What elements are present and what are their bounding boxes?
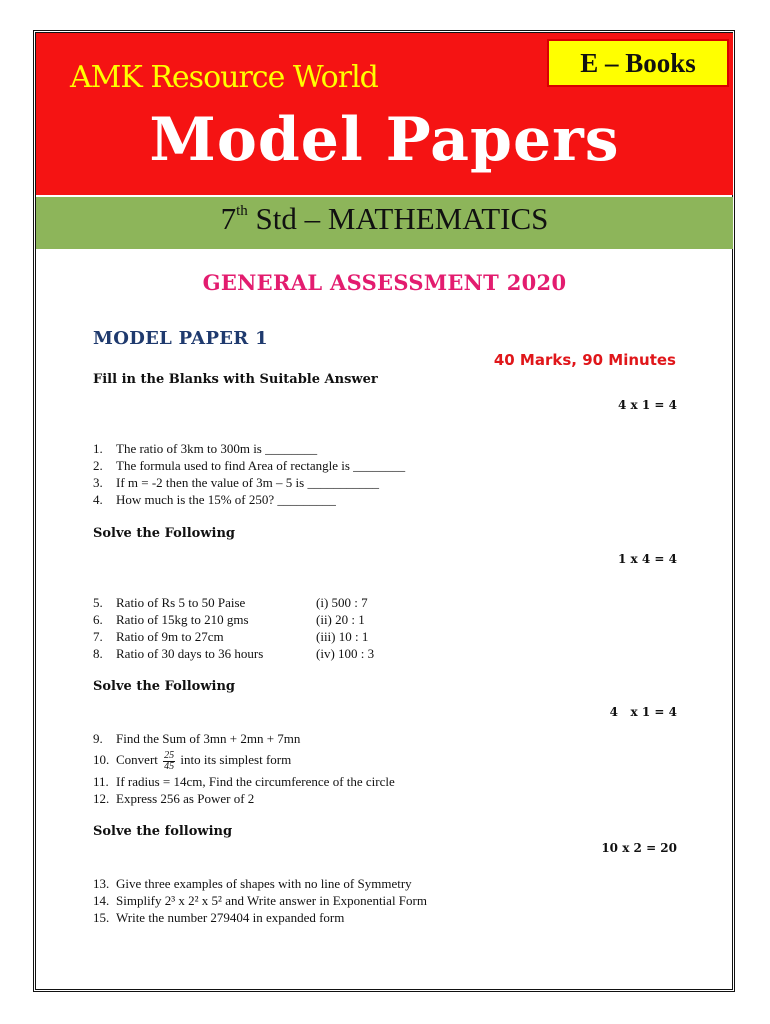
section-2-heading: Solve the Following: [93, 526, 236, 541]
section-3-questions: [93, 730, 395, 807]
question-number: 14.: [93, 893, 110, 908]
subject-text: Std – MATHEMATICS: [247, 201, 549, 236]
list-item: [93, 457, 405, 474]
section-2-questions: [93, 594, 374, 662]
page-title: Model Papers: [149, 105, 620, 175]
question-number: 3.: [93, 475, 103, 490]
assessment-title: GENERAL ASSESSMENT 2020: [202, 270, 567, 295]
list-item: [93, 628, 374, 645]
question-number: 8.: [93, 646, 103, 661]
question-text: Ratio of 15kg to 210 gms: [116, 612, 249, 627]
ebooks-badge: E – Books: [547, 39, 729, 87]
question-text: into its simplest form: [177, 752, 292, 767]
fraction-numerator: 25: [164, 749, 175, 761]
question-text: Give three examples of shapes with no line of Symmetry: [116, 876, 412, 891]
question-number: 9.: [93, 731, 103, 746]
match-answer: (iv) 100 : 3: [316, 646, 375, 661]
question-text: Ratio of 30 days to 36 hours: [116, 646, 264, 661]
match-answer: (iii) 10 : 1: [316, 629, 369, 644]
section-4-heading: Solve the following: [93, 824, 233, 839]
grade-number: 7: [220, 201, 237, 236]
question-text: The ratio of 3km to 300m is ________: [116, 441, 318, 456]
question-text: Ratio of Rs 5 to 50 Paise: [116, 595, 246, 610]
list-item: [93, 747, 395, 773]
marks-time: 40 Marks, 90 Minutes: [493, 351, 676, 369]
paper-title: MODEL PAPER 1: [93, 328, 268, 349]
question-number: 1.: [93, 441, 103, 456]
list-item: [93, 440, 405, 457]
list-item: [93, 611, 374, 628]
question-number: 5.: [93, 595, 103, 610]
list-item: [93, 773, 395, 790]
brand-name: AMK Resource World: [70, 60, 378, 95]
section-3-heading: Solve the Following: [93, 679, 236, 694]
section-4-marks: 10 x 2 = 20: [601, 841, 677, 855]
question-text: The formula used to find Area of rectangle is ________: [116, 458, 406, 473]
question-number: 15.: [93, 910, 110, 925]
question-number: 6.: [93, 612, 103, 627]
question-number: 2.: [93, 458, 103, 473]
fraction: [163, 751, 175, 772]
section-4-questions: [93, 875, 427, 926]
fraction-denominator: 45: [164, 760, 175, 772]
question-text: Write the number 279404 in expanded form: [116, 910, 345, 925]
question-text: Ratio of 9m to 27cm: [116, 629, 224, 644]
question-text: Express 256 as Power of 2: [116, 791, 255, 806]
match-answer: (ii) 20 : 1: [316, 612, 365, 627]
question-number: 13.: [93, 876, 110, 891]
list-item: [93, 892, 427, 909]
section-1-questions: [93, 440, 405, 508]
list-item: [93, 491, 405, 508]
subject-title: [36, 201, 733, 237]
list-item: [93, 730, 395, 747]
list-item: [93, 474, 405, 491]
list-item: [93, 790, 395, 807]
question-text: Simplify 2³ x 2² x 5² and Write answer in Exponential Form: [116, 893, 427, 908]
grade-suffix: th: [236, 203, 248, 219]
question-text: How much is the 15% of 250? _________: [116, 492, 336, 507]
list-item: [93, 875, 427, 892]
list-item: [93, 594, 374, 611]
list-item: [93, 909, 427, 926]
section-1-heading: Fill in the Blanks with Suitable Answer: [93, 372, 378, 387]
question-text: If m = -2 then the value of 3m – 5 is ___________: [116, 475, 379, 490]
question-number: 10.: [93, 752, 110, 767]
question-number: 7.: [93, 629, 103, 644]
section-3-marks: 4 x 1 = 4: [609, 705, 677, 719]
question-number: 4.: [93, 492, 103, 507]
question-text: Find the Sum of 3mn + 2mn + 7mn: [116, 731, 301, 746]
question-text: If radius = 14cm, Find the circumference of the circle: [116, 774, 395, 789]
match-answer: (i) 500 : 7: [316, 595, 368, 610]
list-item: [93, 645, 374, 662]
question-text: Convert: [116, 752, 162, 767]
question-number: 11.: [93, 774, 109, 789]
question-number: 12.: [93, 791, 110, 806]
section-1-marks: 4 x 1 = 4: [618, 398, 677, 412]
section-2-marks: 1 x 4 = 4: [618, 552, 677, 566]
